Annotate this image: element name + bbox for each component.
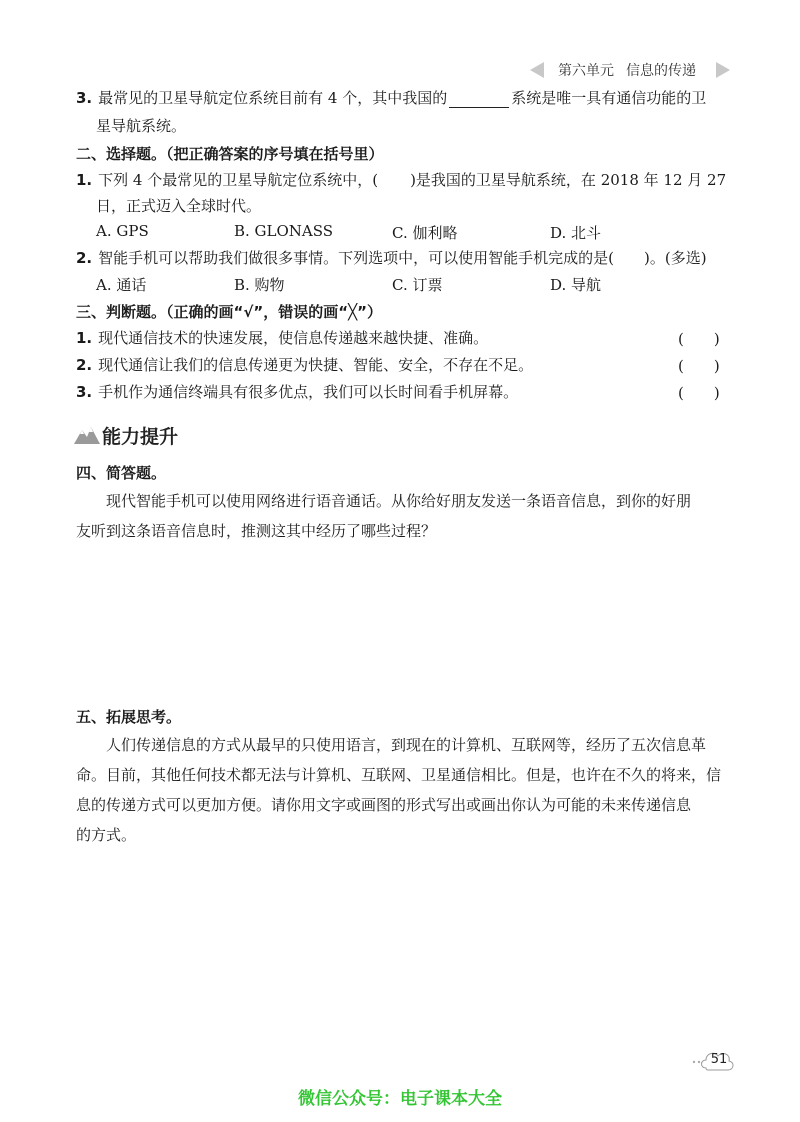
judge-answer-paren-1[interactable]: ( ) [678, 330, 720, 348]
fill-question-3 [76, 88, 706, 108]
extension-line-1: 人们传递信息的方式从最早的只使用语言，到现在的计算机、互联网等，经历了五次信息革 [106, 736, 707, 754]
section-title: 三、判断题。 [76, 303, 167, 321]
question-text: 下列 4 个最常见的卫星导航定位系统中，( [98, 171, 379, 189]
mountain-icon [74, 424, 100, 444]
header-left-triangle-icon [530, 62, 544, 78]
section-extension-title: 五、拓展思考。 [76, 708, 182, 726]
question-number: 1. [76, 171, 93, 189]
page-number: 51 [710, 1052, 728, 1067]
header-title: 信息的传递 [626, 63, 696, 79]
short-answer-line-1: 现代智能手机可以使用网络进行语音通话。从你给好朋友发送一条语音信息，到你的好朋 [106, 492, 692, 510]
header-right-triangle-icon [716, 62, 730, 78]
short-answer-area[interactable] [76, 550, 726, 690]
section-choice-title [76, 143, 384, 164]
option-b[interactable]: B. GLONASS [234, 222, 334, 240]
judge-answer-paren-3[interactable]: ( ) [678, 384, 720, 402]
choice-question-1 [76, 170, 726, 190]
option-b[interactable]: B. 购物 [234, 276, 285, 294]
header-unit: 第六单元 [558, 63, 614, 79]
section-subtitle: （把正确答案的序号填在括号里） [166, 145, 384, 163]
question-text: )。(多选) [644, 249, 707, 267]
section-judge-title [76, 301, 382, 322]
extension-line-3: 息的传递方式可以更加方便。请你用文字或画图的形式写出或画出你认为可能的未来传递信息 [76, 796, 692, 814]
section-short-answer-title: 四、简答题。 [76, 464, 167, 482]
question-text: 现代通信技术的快速发展，使信息传递越来越快捷、准确。 [98, 329, 489, 347]
judge-item-2 [76, 355, 533, 375]
judge-item-3 [76, 382, 518, 402]
question-text: 手机作为通信终端具有很多优点，我们可以长时间看手机屏幕。 [98, 383, 519, 401]
question-number: 3. [76, 89, 93, 107]
question-number: 3. [76, 383, 93, 401]
question-number: 2. [76, 249, 93, 267]
question-number: 1. [76, 329, 93, 347]
judge-answer-paren-2[interactable]: ( ) [678, 357, 720, 375]
extension-answer-area[interactable] [76, 856, 726, 1026]
question-text: 系统是唯一具有通信功能的卫 [511, 89, 707, 107]
fill-question-3-line2: 星导航系统。 [96, 117, 187, 135]
footer-watermark: 微信公众号：电子课本大全 [298, 1089, 502, 1109]
extension-line-2: 命。目前，其他任何技术都无法与计算机、互联网、卫星通信相比。但是，也许在不久的将来，信 [76, 766, 722, 784]
choice-question-1-line2: 日，正式迈入全球时代。 [96, 197, 262, 215]
question-number: 2. [76, 356, 93, 374]
question-text: )是我国的卫星导航系统，在 2018 年 12 月 27 [410, 171, 727, 189]
section-subtitle: （正确的画“√”，错误的画“╳”） [166, 303, 382, 321]
ability-label: 能力提升 [102, 426, 179, 448]
short-answer-line-2: 友听到这条语音信息时，推测这其中经历了哪些过程？ [76, 522, 437, 540]
option-d[interactable]: D. 导航 [550, 276, 602, 294]
option-c[interactable]: C. 订票 [392, 276, 443, 294]
ability-banner [74, 420, 274, 450]
option-a[interactable]: A. GPS [96, 222, 149, 240]
option-c[interactable]: C. 伽利略 [392, 224, 458, 242]
question-text: 最常见的卫星导航定位系统目前有 4 个，其中我国的 [98, 89, 448, 107]
header-text [558, 60, 696, 80]
extension-line-4: 的方式。 [76, 826, 137, 844]
page-header [530, 58, 730, 82]
option-d[interactable]: D. 北斗 [550, 224, 602, 242]
choice-question-2 [76, 248, 707, 268]
section-title: 二、选择题。 [76, 145, 167, 163]
answer-blank[interactable] [449, 91, 509, 108]
page-number-badge [688, 1042, 738, 1078]
judge-item-1 [76, 328, 488, 348]
question-text: 智能手机可以帮助我们做很多事情。下列选项中，可以使用智能手机完成的是( [98, 249, 614, 267]
question-text: 现代通信让我们的信息传递更为快捷、智能、安全，不存在不足。 [98, 356, 534, 374]
option-a[interactable]: A. 通话 [96, 276, 147, 294]
